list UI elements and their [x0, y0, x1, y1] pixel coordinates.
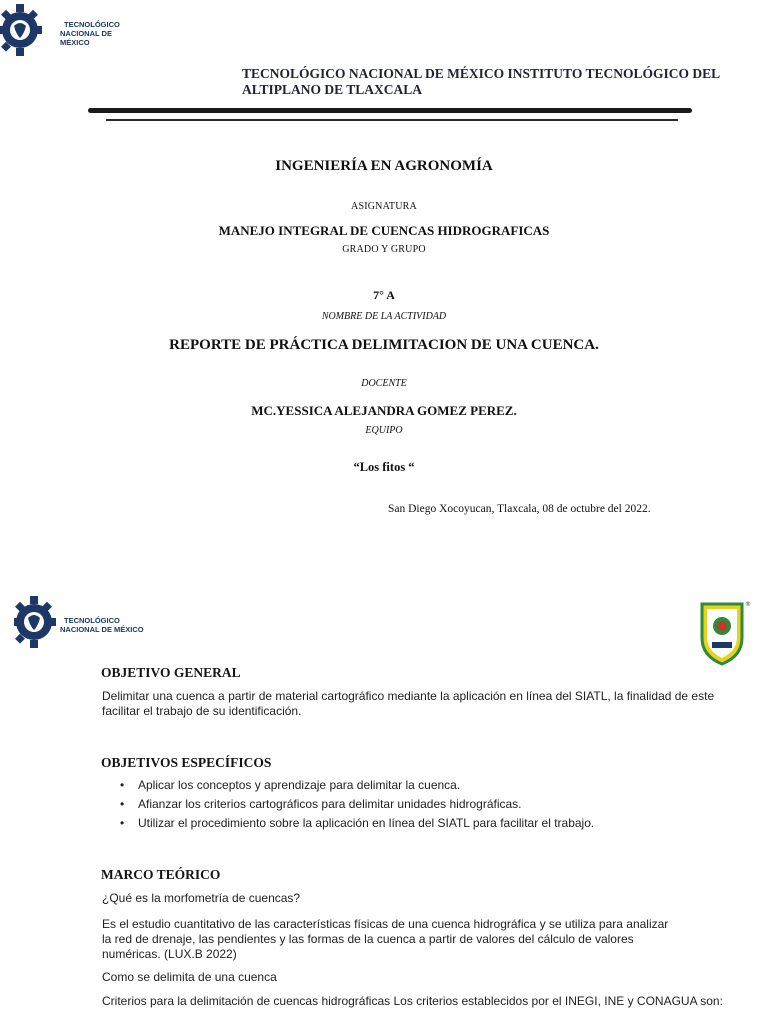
subject-label: ASIGNATURA — [351, 201, 417, 212]
delimitacion-subheading: Como se delimita de una cuenca — [102, 970, 277, 984]
teacher-label: DOCENTE — [361, 378, 407, 389]
criterios-text: Criterios para la delimitación de cuencas hidrográficas Los criterios establecidos por el INEGI, INE y CONAGUA son: — [102, 994, 723, 1008]
list-item: • Utilizar el procedimiento sobre la aplicación en línea del SIATL para facilitar el trabajo. — [120, 816, 594, 835]
objetivo-general-text: Delimitar una cuenca a partir de material cartográfico mediante la aplicación en línea del SIATL, la finalidad de este facilitar el trabajo de su identificación. — [102, 689, 715, 718]
list-item: • Aplicar los conceptos y aprendizaje para delimitar la cuenca. — [120, 778, 594, 797]
objetivos-especificos-list — [120, 778, 594, 835]
group-value: 7° A — [373, 288, 395, 302]
objetivos-especificos-heading: OBJETIVOS ESPECÍFICOS — [101, 755, 272, 770]
teacher-name: MC.YESSICA ALEJANDRA GOMEZ PEREZ. — [251, 403, 517, 418]
morfometria-question: ¿Qué es la morfometría de cuencas? — [102, 891, 301, 905]
group-label: GRADO Y GRUPO — [342, 244, 426, 255]
tecnm-logo — [0, 0, 130, 62]
logo-text-line2: NACIONAL DE MÉXICO — [60, 625, 144, 634]
logo-text-line1: TECNOLÓGICO — [64, 616, 120, 625]
morfometria-answer: Es el estudio cuantitativo de las características físicas de una cuenca hidrográfica y se utiliza para analizar la red de drenaje, las pendientes y las formas de la cuenca a partir de valores del cálculo de valores numéricas. (LUX.B 2022) — [102, 917, 669, 961]
career-title: INGENIERÍA EN AGRONOMÍA — [275, 158, 493, 174]
gear-icon — [14, 592, 58, 650]
list-item: • Afianzar los criterios cartográficos para delimitar unidades hidrográficas. — [120, 797, 594, 816]
gear-icon — [0, 0, 44, 58]
team-label: EQUIPO — [365, 425, 403, 436]
header-rule-thick — [88, 108, 692, 113]
objetivo-general-heading: OBJETIVO GENERAL — [101, 665, 241, 680]
logo-text-line2: NACIONAL DE MÉXICO — [60, 29, 112, 47]
institution-title: TECNOLÓGICO NACIONAL DE MÉXICO INSTITUTO TECNOLÓGICO DEL ALTIPLANO DE TLAXCALA — [242, 66, 720, 97]
activity-label: NOMBRE DE LA ACTIVIDAD — [321, 311, 447, 322]
subject-name: MANEJO INTEGRAL DE CUENCAS HIDROGRAFICAS — [218, 223, 550, 238]
tecnm-logo-page2 — [14, 592, 144, 654]
header-rule-thin — [106, 119, 678, 121]
institute-seal-icon — [694, 598, 750, 668]
marco-teorico-heading: MARCO TEÓRICO — [101, 867, 221, 882]
svg-text:®: ® — [745, 601, 751, 608]
team-name: “Los fitos “ — [353, 460, 415, 474]
logo-text-line1: TECNOLÓGICO — [64, 20, 120, 29]
activity-name: REPORTE DE PRÁCTICA DELIMITACION DE UNA CUENCA. — [169, 337, 599, 353]
place-date: San Diego Xocoyucan, Tlaxcala, 08 de octubre del 2022. — [388, 503, 651, 515]
